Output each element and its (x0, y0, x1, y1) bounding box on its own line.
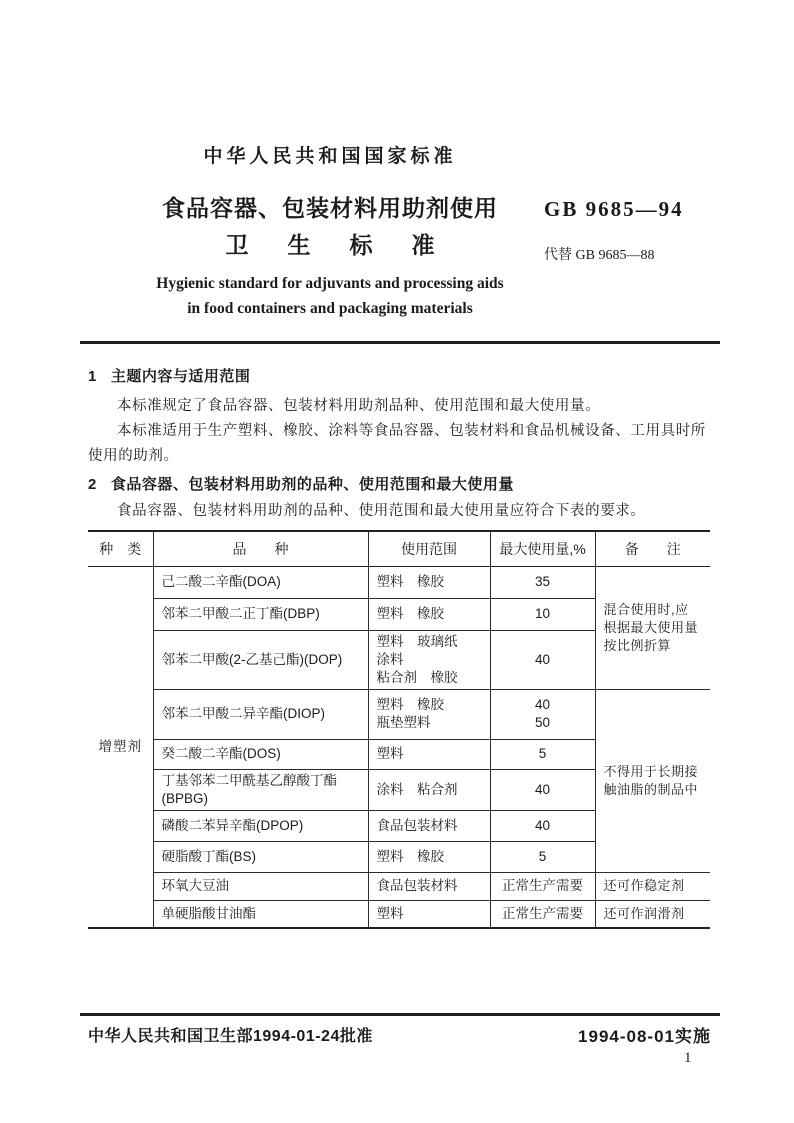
header-scope: 使用范围 (368, 531, 490, 566)
cell-scope: 塑料 橡胶 (368, 598, 490, 630)
page-number: 1 (684, 1050, 692, 1066)
section-2-heading (88, 473, 514, 494)
cell-max-line1: 40 (534, 697, 551, 712)
cell-scope-line2: 瓶垫塑料 (376, 715, 431, 730)
section-1-title: 主题内容与适用范围 (110, 368, 251, 385)
cell-variety: 单硬脂酸甘油酯 (153, 900, 368, 928)
replaces-note: 代替 GB 9685—88 (544, 248, 655, 263)
cell-scope: 涂料 粘合剂 (368, 769, 490, 810)
cell-max: 正常生产需要 (490, 900, 595, 928)
cell-max: 5 (490, 841, 595, 872)
english-title (80, 271, 580, 321)
cell-max (490, 689, 595, 739)
cell-variety: 邻苯二甲酸(2-乙基己酯)(DOP) (153, 630, 368, 689)
cell-scope (368, 630, 490, 689)
document-title-line1: 食品容器、包装材料用助剂使用 (162, 195, 498, 221)
document-title-line2-text: 卫 生 标 准 (225, 232, 443, 258)
cell-scope: 塑料 橡胶 (368, 566, 490, 598)
cell-scope (368, 689, 490, 739)
cell-max: 40 (490, 630, 595, 689)
cell-scope: 塑料 (368, 900, 490, 928)
document-title-line2 (80, 227, 580, 260)
cell-max: 5 (490, 739, 595, 769)
english-title-line1: Hygienic standard for adjuvants and processing aids (156, 275, 504, 292)
header-max-usage: 最大使用量,% (490, 531, 595, 566)
cell-note: 还可作润滑剂 (595, 900, 710, 928)
cell-variety: 硬脂酸丁酯(BS) (153, 841, 368, 872)
table-row (88, 566, 710, 598)
cell-variety: 丁基邻苯二甲酰基乙醇酸丁酯(BPBG) (153, 769, 368, 810)
cell-variety: 邻苯二甲酸二正丁酯(DBP) (153, 598, 368, 630)
cell-max: 40 (490, 810, 595, 841)
adjuvants-table (88, 530, 710, 929)
cell-variety: 环氧大豆油 (153, 872, 368, 900)
cell-note: 还可作稳定剂 (595, 872, 710, 900)
header-note: 备 注 (595, 531, 710, 566)
cell-variety: 邻苯二甲酸二异辛酯(DIOP) (153, 689, 368, 739)
cell-note-long-term: 不得用于长期接触油脂的制品中 (595, 689, 710, 872)
cell-scope: 塑料 (368, 739, 490, 769)
section-1-paragraph-2: 本标准适用于生产塑料、橡胶、涂料等食品容器、包装材料和食品机械设备、工用具时所使用的助剂。 (88, 423, 706, 464)
cell-scope-line1: 塑料 玻璃纸 涂料 (376, 633, 471, 667)
english-title-line2: in food containers and packaging materials (187, 300, 473, 317)
section-1-number: 1 (88, 368, 97, 385)
cell-max-line2: 50 (534, 715, 551, 730)
cell-max: 40 (490, 769, 595, 810)
section-1-heading (88, 365, 250, 386)
table-row (88, 689, 710, 739)
cell-variety: 磷酸二苯异辛酯(DPOP) (153, 810, 368, 841)
section-2-number: 2 (88, 476, 97, 493)
cell-scope-line1: 塑料 橡胶 (376, 697, 444, 712)
cell-max: 正常生产需要 (490, 872, 595, 900)
cell-note-mixed-use: 混合使用时,应根据最大使用量按比例折算 (595, 566, 710, 689)
table-row (88, 900, 710, 928)
cell-max: 35 (490, 566, 595, 598)
cell-variety: 己二酸二辛酯(DOA) (153, 566, 368, 598)
table-header-row (88, 531, 710, 566)
cell-scope-line2: 粘合剂 橡胶 (376, 669, 458, 685)
cell-variety: 癸二酸二辛酯(DOS) (153, 739, 368, 769)
footer-divider-rule (80, 1013, 720, 1016)
cell-scope: 食品包装材料 (368, 872, 490, 900)
header-divider-rule (80, 341, 720, 344)
header-category: 种 类 (88, 531, 153, 566)
section-2-paragraph-1: 食品容器、包装材料用助剂的品种、使用范围和最大使用量应符合下表的要求。 (117, 503, 646, 519)
cell-scope: 食品包装材料 (368, 810, 490, 841)
standard-type-label: 中华人民共和国国家标准 (203, 146, 457, 167)
cell-category: 增塑剂 (88, 566, 153, 928)
section-1-paragraph-1: 本标准规定了食品容器、包装材料用助剂品种、使用范围和最大使用量。 (117, 398, 601, 414)
approval-statement: 中华人民共和国卫生部1994-01-24批准 (88, 1028, 373, 1045)
section-2-title: 食品容器、包装材料用助剂的品种、使用范围和最大使用量 (110, 476, 514, 493)
standard-code: GB 9685—94 (544, 197, 684, 221)
cell-max: 10 (490, 598, 595, 630)
implementation-date: 1994-08-01实施 (578, 1027, 711, 1046)
cell-scope: 塑料 橡胶 (368, 841, 490, 872)
header-variety: 品 种 (153, 531, 368, 566)
table-row (88, 872, 710, 900)
